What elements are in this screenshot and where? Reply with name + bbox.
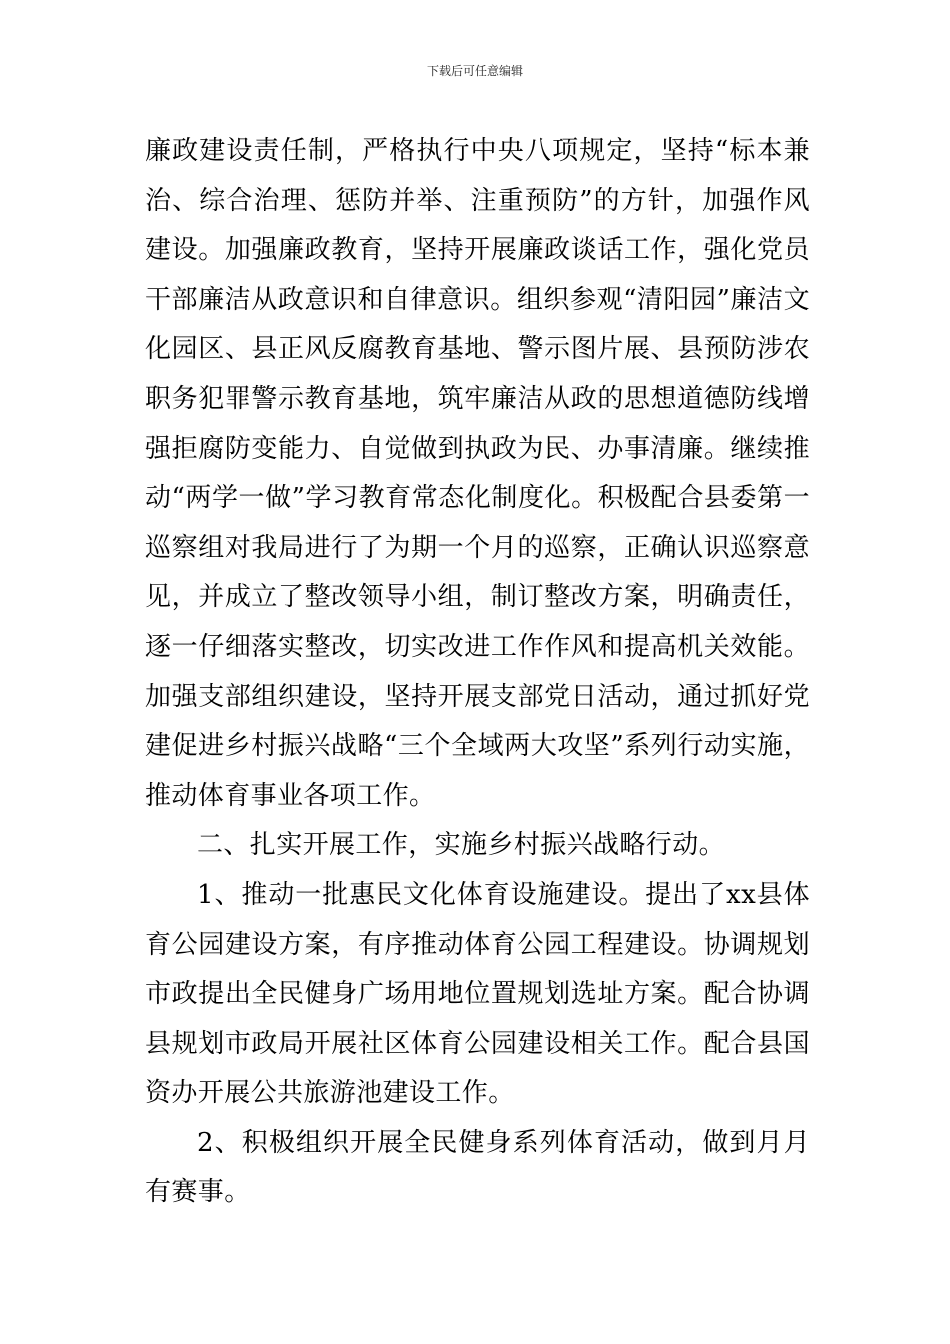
paragraph-facilities-construction: 1、推动一批惠民文化体育设施建设。提出了xx县体育公园建设方案，有序推动体育公园工程建设。协调规划市政提出全民健身广场用地位置规划选址方案。配合协调县规划市政局开展社区体育公园建设相关工作。配合县国资办开展公共旅游池建设工作。: [145, 879, 810, 1109]
document-body: [145, 127, 810, 1218]
paragraph-integrity-work: 廉政建设责任制，严格执行中央八项规定，坚持“标本兼治、综合治理、惩防并举、注重预防”的方针，加强作风建设。加强廉政教育，坚持开展廉政谈话工作，强化党员干部廉洁从政意识和自律意识。组织参观“清阳园”廉洁文化园区、县正风反腐教育基地、警示图片展、县预防涉农职务犯罪警示教育基地，筑牢廉洁从政的思想道德防线增强拒腐防变能力、自觉做到执政为民、办事清廉。继续推动“两学一做”学习教育常态化制度化。积极配合县委第一巡察组对我局进行了为期一个月的巡察，正确认识巡察意见，并成立了整改领导小组，制订整改方案，明确责任，逐一仔细落实整改，切实改进工作作风和提高机关效能。加强支部组织建设，坚持开展支部党日活动，通过抓好党建促进乡村振兴战略“三个全域两大攻坚”系列行动实施，推动体育事业各项工作。: [145, 136, 810, 811]
section-heading-rural-revitalization: 二、扎实开展工作，实施乡村振兴战略行动。: [197, 830, 726, 861]
header-note: 下载后可任意编辑: [426, 64, 523, 78]
paragraph-fitness-activities: 2、积极组织开展全民健身系列体育活动，做到月月有赛事。: [145, 1127, 810, 1208]
